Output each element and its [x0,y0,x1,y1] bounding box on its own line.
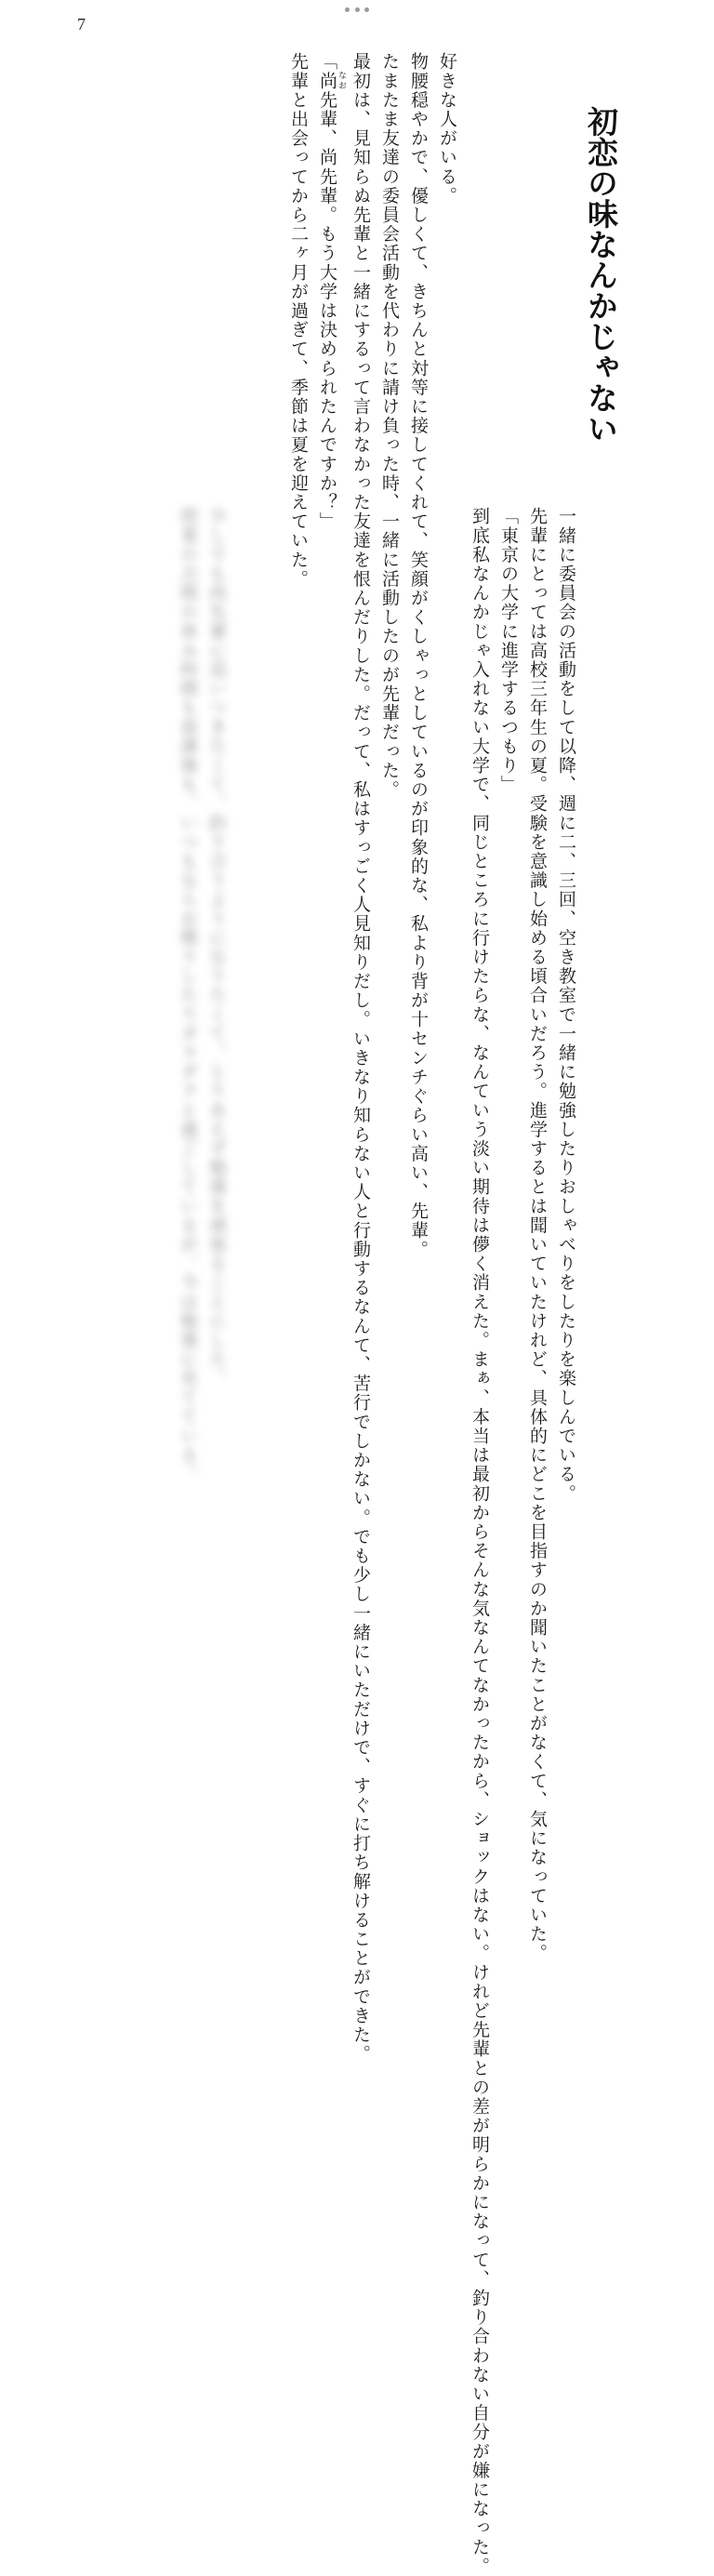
page-number: 7 [77,15,86,33]
paragraph: 授業の合間の休み時間も放課後も、いつもならお喋りしたりダラダラと過ごしているが、今は勉強に充てている。 [178,507,198,1484]
paragraph: 到底私なんかじゃ入れない大学で、同じところに行けたらな、なんていう淡い期待は儚く消えた。まぁ、本当は最初からそんな気なんてなかったから、ショックはない。けれど先輩との差が明らかになって、釣り合わない自分が嫌になった。 [469,507,490,2576]
ruby-base: 尚 [317,71,337,91]
dot [345,7,350,12]
chapter-title: 初恋の味なんかじゃない [583,106,619,444]
paragraph: たまたま友達の委員会活動を代わりに請け負った時、一緒に活動したのが先輩だった。 [379,52,400,800]
paragraph-rest: 先輩、尚先輩。もう大学は決められたんですか？」 [317,90,337,532]
paragraph: 最初は、見知らぬ先輩と一緒にするって言わなかった友達を恨んだりした。だって、私はすっごく人見知りだし。いきなり知らない人と行動するなんて、苦行でしかない。でも少し一緒にいただけで、すぐに打ち解けることができた。 [350,52,371,2064]
paragraph: 一緒に委員会の活動をして以降、週に二、三回、空き教室で一緒に勉強したりおしゃべりをしたりを楽しんでいる。 [556,507,576,1504]
text-block-blurred [91,507,231,1484]
ruby-annotation [317,71,346,91]
dot [355,7,360,12]
paragraph: 先輩にとっては高校三年生の夏。受験を意識し始める頃合いだろう。進学するとは聞いていたけれど、具体的にどこを目指すのか聞いたことがなくて、気になっていた。 [527,507,548,1963]
paragraph: 先輩と出会ってから二ヶ月が過ぎて、季節は夏を迎えていた。 [288,52,309,589]
ruby-reading: なお [337,71,346,91]
dot [364,7,369,12]
paragraph-with-ruby: 「尚 なお先輩、尚先輩。もう大学は決められたんですか？」 [317,52,346,532]
paragraph: 好きな人がいる。 [437,52,457,206]
paragraph: 「東京の大学に進学するつもり」 [498,507,519,794]
paragraph: 物腰穏やかで、優しくて、きちんと対等に接してくれて、笑顔がくしゃっとしているのが印象的な、私より背が十センチぐらい高い、先輩。 [408,52,429,1259]
menu-dots-icon[interactable] [345,6,369,13]
paragraph: 少しでも尚先輩に追いつきたくて、釣り合うようになりたくて、とりあえず勉強を頑張ることにした。 [206,507,227,1388]
